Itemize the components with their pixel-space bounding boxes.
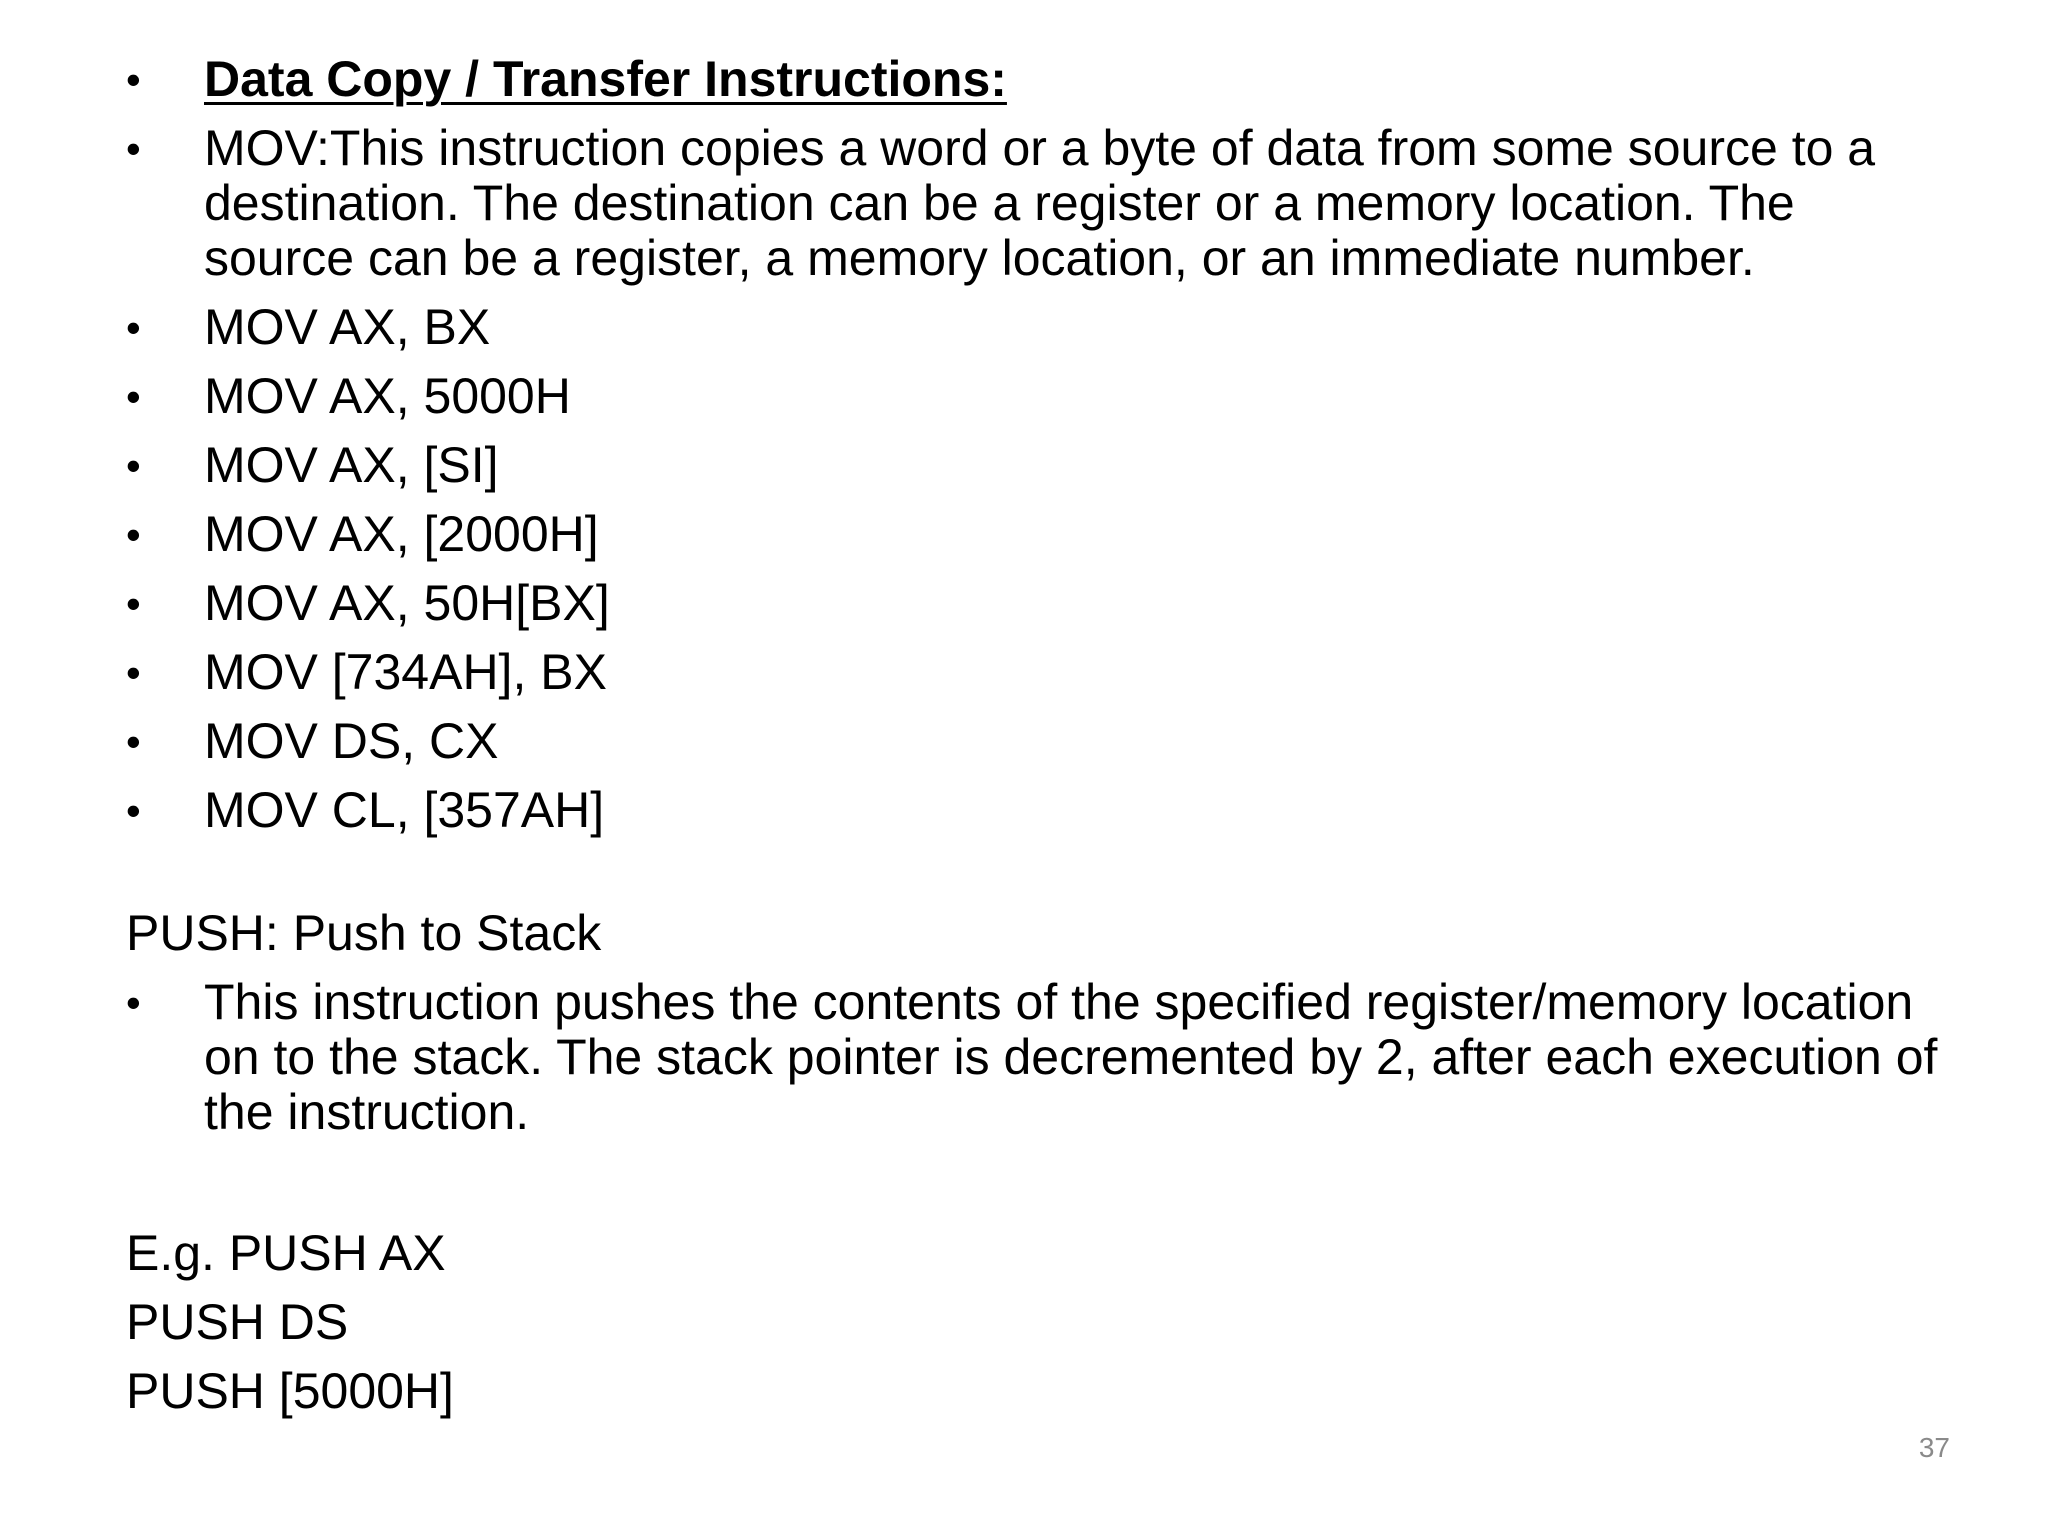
mov-example: MOV [734AH], BX (204, 644, 607, 700)
page-number: 37 (1918, 1432, 1950, 1463)
bullet-icon: • (126, 979, 141, 1026)
mov-example: MOV AX, 5000H (204, 368, 571, 424)
mov-example-item (126, 438, 1956, 493)
bullet-icon: • (126, 787, 141, 834)
mov-example-item (126, 300, 1956, 355)
bullet-icon: • (126, 304, 141, 351)
push-description-item (126, 975, 1956, 1140)
push-example: E.g. PUSH AX (126, 1225, 446, 1281)
spacer (126, 852, 1956, 906)
bullet-icon: • (126, 125, 141, 172)
push-example: PUSH DS (126, 1294, 349, 1350)
bullet-icon: • (126, 56, 141, 103)
mov-example-item (126, 714, 1956, 769)
section-heading: Data Copy / Transfer Instructions: (204, 51, 1007, 107)
mov-example-item (126, 576, 1956, 631)
push-example: PUSH [5000H] (126, 1363, 454, 1419)
spacer (126, 1154, 1956, 1226)
mov-description-item (126, 121, 1956, 286)
mov-example: MOV DS, CX (204, 713, 499, 769)
mov-example-item (126, 507, 1956, 562)
mov-example: MOV AX, 50H[BX] (204, 575, 610, 631)
bullet-icon: • (126, 718, 141, 765)
mov-example: MOV AX, [SI] (204, 437, 499, 493)
heading-item (126, 52, 1956, 107)
mov-example-item (126, 645, 1956, 700)
bullet-icon: • (126, 649, 141, 696)
mov-example-item (126, 783, 1956, 838)
mov-example: MOV CL, [357AH] (204, 782, 605, 838)
slide-content (126, 52, 1956, 1433)
bullet-icon: • (126, 373, 141, 420)
mov-example-item (126, 369, 1956, 424)
mov-example: MOV AX, [2000H] (204, 506, 599, 562)
push-title: PUSH: Push to Stack (126, 905, 602, 961)
push-description: This instruction pushes the contents of the specified register/memory location on to the stack. The stack pointer is decremented by 2, after each execution of the instruction. (204, 974, 1938, 1140)
bullet-icon: • (126, 580, 141, 627)
mov-example: MOV AX, BX (204, 299, 491, 355)
bullet-icon: • (126, 511, 141, 558)
bullet-icon: • (126, 442, 141, 489)
mov-description: MOV:This instruction copies a word or a byte of data from some source to a destination. The destination can be a register or a memory location. The source can be a register, a memory location, or an immediate number. (204, 120, 1876, 286)
